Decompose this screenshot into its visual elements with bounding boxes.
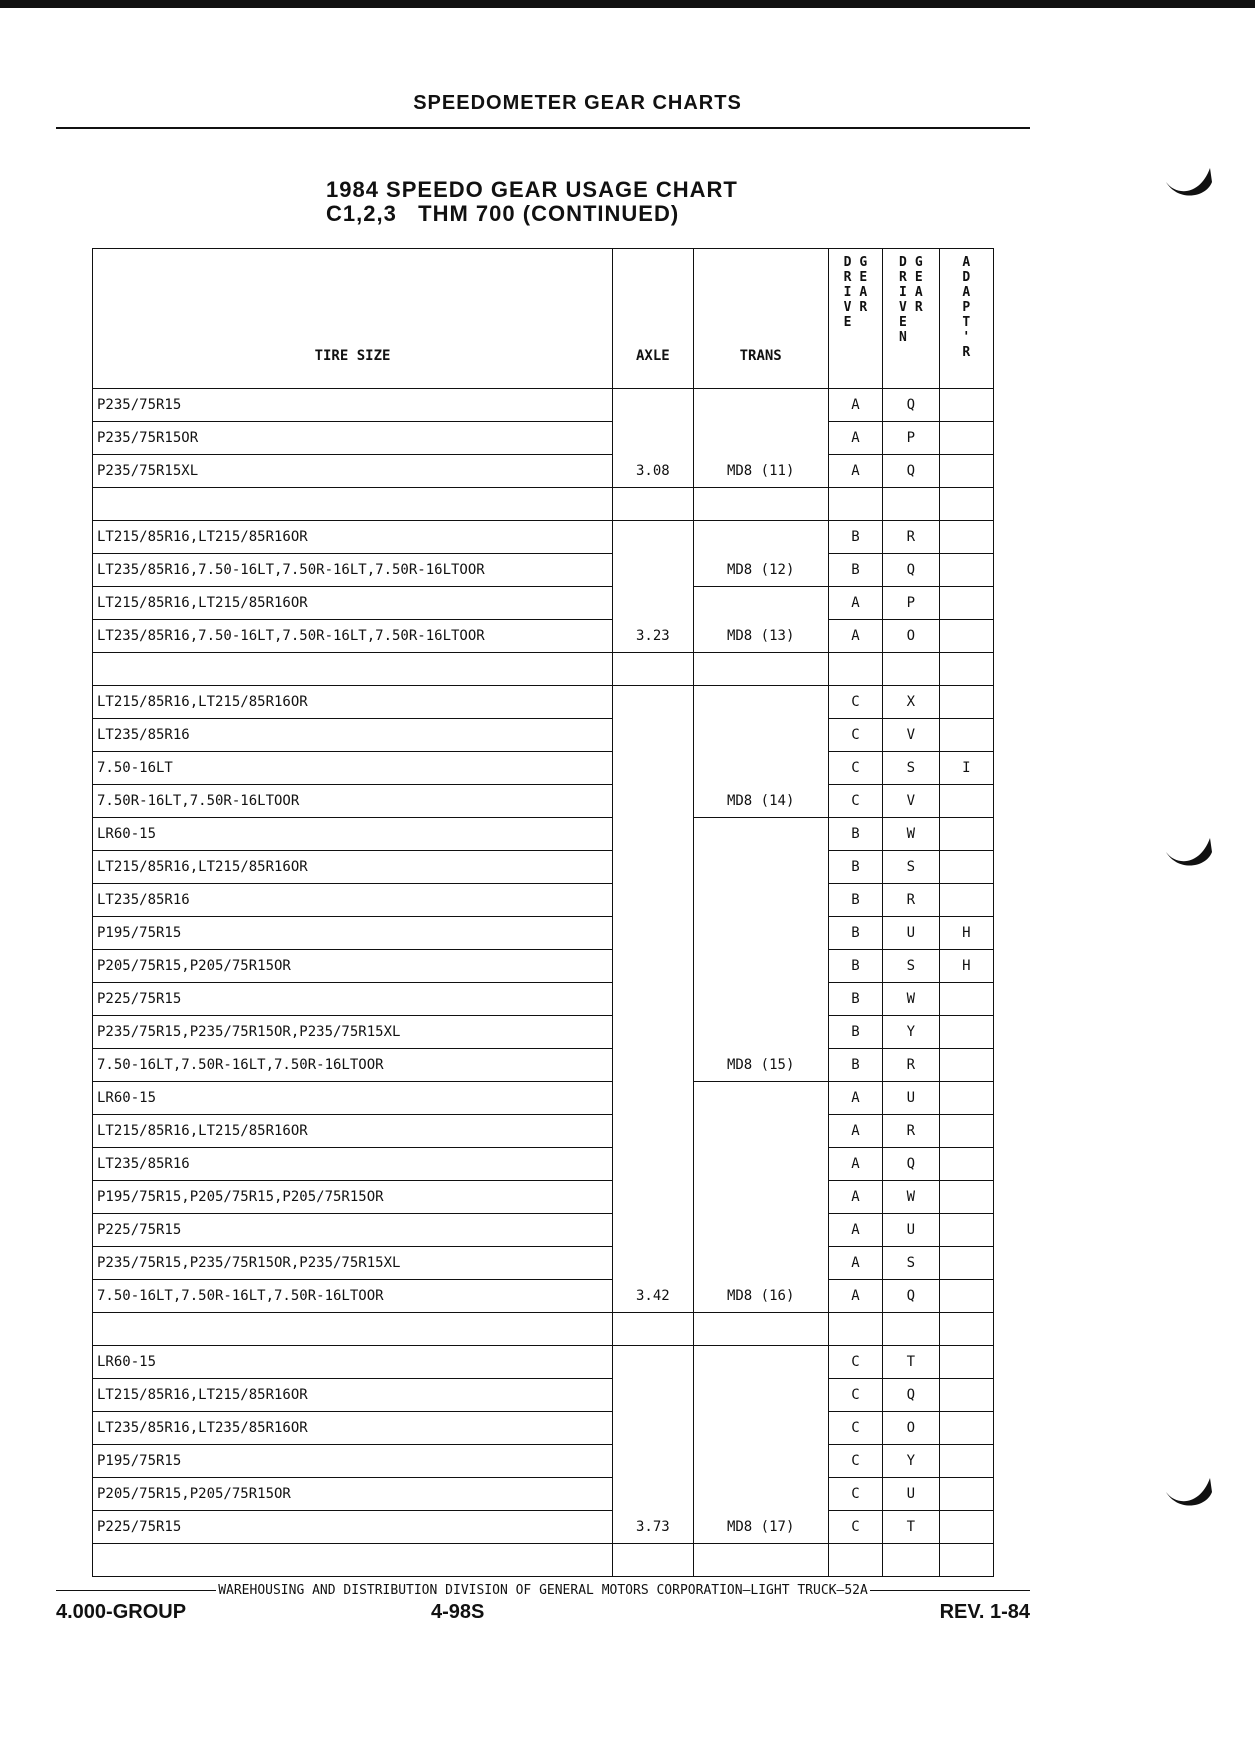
header-adapter [939, 249, 993, 389]
table-row [93, 851, 994, 884]
header-trans: TRANS [693, 249, 828, 389]
vertical-header-word: D R I V E N [899, 255, 907, 345]
drive-gear-cell: A [828, 587, 882, 620]
tire-size-cell: P195/75R15 [93, 1445, 613, 1478]
driven-gear-cell: S [883, 851, 939, 884]
driven-gear-cell: Q [883, 554, 939, 587]
table-row [93, 521, 994, 554]
adapter-cell [939, 1049, 993, 1082]
tire-size-cell: P225/75R15 [93, 983, 613, 1016]
driven-gear-cell: R [883, 1115, 939, 1148]
tire-size-cell: P225/75R15 [93, 1214, 613, 1247]
driven-gear-cell: R [883, 521, 939, 554]
chart-title-line-2: C1,2,3 THM 700 (CONTINUED) [326, 201, 680, 226]
drive-gear-cell: B [828, 818, 882, 851]
footer-group: 4.000-GROUP [56, 1601, 187, 1623]
driven-gear-cell: Q [883, 389, 939, 422]
drive-gear-cell: C [828, 1511, 882, 1544]
table-row [93, 917, 994, 950]
driven-gear-cell: Q [883, 1148, 939, 1181]
driven-gear-cell: W [883, 1181, 939, 1214]
tire-size-cell: LT215/85R16,LT215/85R16OR [93, 587, 613, 620]
vertical-header-word: G E A R [914, 255, 923, 315]
driven-gear-cell: U [883, 1478, 939, 1511]
group-separator-row [93, 1544, 994, 1577]
adapter-cell [939, 1511, 993, 1544]
driven-gear-cell: Y [883, 1445, 939, 1478]
tire-size-cell: LT235/85R16 [93, 884, 613, 917]
driven-gear-cell: T [883, 1511, 939, 1544]
vertical-header-word: D R I V E [843, 255, 852, 330]
tire-size-cell: P195/75R15,P205/75R15,P205/75R15OR [93, 1181, 613, 1214]
adapter-cell [939, 851, 993, 884]
tire-size-cell: P195/75R15 [93, 917, 613, 950]
table-row [93, 1511, 994, 1544]
tire-size-cell: LT215/85R16,LT215/85R16OR [93, 1115, 613, 1148]
driven-gear-cell: U [883, 1214, 939, 1247]
drive-gear-cell: B [828, 521, 882, 554]
header-axle: AXLE [613, 249, 694, 389]
header-tire-size: TIRE SIZE [93, 249, 613, 389]
adapter-cell [939, 983, 993, 1016]
driven-gear-cell: Q [883, 1280, 939, 1313]
axle-ratio-cell: 3.08 [613, 389, 694, 488]
driven-gear-cell: O [883, 1412, 939, 1445]
tire-size-cell: P235/75R15 [93, 389, 613, 422]
driven-gear-cell: O [883, 620, 939, 653]
table-row [93, 389, 994, 422]
adapter-cell [939, 1214, 993, 1247]
tire-size-cell: LR60-15 [93, 1082, 613, 1115]
footer-page-number: 4-98S [431, 1601, 485, 1623]
trans-code-cell: MD8 (16) [693, 1082, 828, 1313]
drive-gear-cell: A [828, 1247, 882, 1280]
driven-gear-cell: Q [883, 1379, 939, 1412]
footer-revision: REV. 1-84 [939, 1601, 1030, 1623]
table-row [93, 983, 994, 1016]
driven-gear-cell: X [883, 686, 939, 719]
driven-gear-cell: R [883, 884, 939, 917]
trans-code-cell: MD8 (11) [693, 389, 828, 488]
trans-code-cell: MD8 (12) [693, 521, 828, 587]
drive-gear-cell: B [828, 1049, 882, 1082]
footer [56, 1601, 1030, 1627]
trans-code-cell: MD8 (17) [693, 1346, 828, 1544]
adapter-cell [939, 554, 993, 587]
drive-gear-cell: B [828, 983, 882, 1016]
adapter-cell [939, 1181, 993, 1214]
tire-size-cell: P225/75R15 [93, 1511, 613, 1544]
table-row [93, 752, 994, 785]
header-drive-gear [828, 249, 882, 389]
drive-gear-cell: A [828, 620, 882, 653]
driven-gear-cell: P [883, 587, 939, 620]
adapter-cell [939, 818, 993, 851]
chart-title [326, 178, 738, 226]
driven-gear-cell: Q [883, 455, 939, 488]
driven-gear-cell: Y [883, 1016, 939, 1049]
table-row [93, 719, 994, 752]
drive-gear-cell: B [828, 554, 882, 587]
group-separator-row [93, 1313, 994, 1346]
table-row [93, 686, 994, 719]
driven-gear-cell: S [883, 752, 939, 785]
tire-size-cell: LT235/85R16,7.50-16LT,7.50R-16LT,7.50R-16LTOOR [93, 554, 613, 587]
table-row [93, 1379, 994, 1412]
section-title: SPEEDOMETER GEAR CHARTS [413, 92, 742, 114]
table-row [93, 1478, 994, 1511]
adapter-cell [939, 719, 993, 752]
drive-gear-cell: A [828, 455, 882, 488]
table-header-row [93, 249, 994, 389]
driven-gear-cell: R [883, 1049, 939, 1082]
table-row [93, 422, 994, 455]
binder-hole-mark [1162, 1470, 1214, 1510]
table-row [93, 950, 994, 983]
drive-gear-cell: A [828, 1214, 882, 1247]
drive-gear-cell: C [828, 785, 882, 818]
driven-gear-cell: P [883, 422, 939, 455]
tire-size-cell: 7.50-16LT [93, 752, 613, 785]
axle-ratio-cell: 3.23 [613, 521, 694, 653]
tire-size-cell: LR60-15 [93, 818, 613, 851]
vertical-header-word: G E A R [859, 255, 868, 315]
driven-gear-cell: S [883, 1247, 939, 1280]
table-row [93, 587, 994, 620]
tire-size-cell: P205/75R15,P205/75R15OR [93, 950, 613, 983]
tire-size-cell: 7.50R-16LT,7.50R-16LTOOR [93, 785, 613, 818]
adapter-cell [939, 521, 993, 554]
drive-gear-cell: A [828, 389, 882, 422]
adapter-cell [939, 884, 993, 917]
adapter-cell [939, 686, 993, 719]
table-row [93, 1346, 994, 1379]
drive-gear-cell: C [828, 1346, 882, 1379]
adapter-cell [939, 1115, 993, 1148]
table-row [93, 554, 994, 587]
table-row [93, 1082, 994, 1115]
trans-code-cell: MD8 (13) [693, 587, 828, 653]
trans-code-cell: MD8 (14) [693, 686, 828, 818]
drive-gear-cell: A [828, 1280, 882, 1313]
table-row [93, 785, 994, 818]
table-row [93, 1181, 994, 1214]
driven-gear-cell: W [883, 818, 939, 851]
table-row [93, 1247, 994, 1280]
table-row [93, 884, 994, 917]
tire-size-cell: 7.50-16LT,7.50R-16LT,7.50R-16LTOOR [93, 1049, 613, 1082]
tire-size-cell: LT215/85R16,LT215/85R16OR [93, 686, 613, 719]
drive-gear-cell: A [828, 422, 882, 455]
adapter-cell: I [939, 752, 993, 785]
binder-hole-mark [1162, 160, 1214, 200]
adapter-cell [939, 389, 993, 422]
drive-gear-cell: C [828, 1478, 882, 1511]
drive-gear-cell: C [828, 1379, 882, 1412]
tire-size-cell: P235/75R15XL [93, 455, 613, 488]
adapter-cell [939, 1379, 993, 1412]
drive-gear-cell: C [828, 719, 882, 752]
driven-gear-cell: V [883, 719, 939, 752]
tire-size-cell: LT235/85R16,7.50-16LT,7.50R-16LT,7.50R-16LTOOR [93, 620, 613, 653]
adapter-cell [939, 1148, 993, 1181]
speedo-gear-table [92, 248, 994, 1577]
adapter-cell: H [939, 950, 993, 983]
vertical-header-word: A D A P T ' R [962, 255, 971, 360]
trans-code-cell: MD8 (15) [693, 818, 828, 1082]
tire-size-cell: LT235/85R16 [93, 1148, 613, 1181]
table-row [93, 1412, 994, 1445]
adapter-cell [939, 422, 993, 455]
table-row [93, 1049, 994, 1082]
adapter-cell [939, 1082, 993, 1115]
adapter-cell [939, 1445, 993, 1478]
table-row [93, 818, 994, 851]
tire-size-cell: P235/75R15OR [93, 422, 613, 455]
tire-size-cell: LT235/85R16 [93, 719, 613, 752]
adapter-cell [939, 1412, 993, 1445]
title-rule [56, 127, 1030, 129]
group-separator-row [93, 488, 994, 521]
binder-hole-mark [1162, 830, 1214, 870]
tire-size-cell: P235/75R15,P235/75R15OR,P235/75R15XL [93, 1247, 613, 1280]
driven-gear-cell: V [883, 785, 939, 818]
drive-gear-cell: B [828, 1016, 882, 1049]
axle-ratio-cell: 3.42 [613, 686, 694, 1313]
driven-gear-cell: S [883, 950, 939, 983]
footer-division-line [56, 1583, 1030, 1598]
adapter-cell [939, 587, 993, 620]
adapter-cell [939, 1280, 993, 1313]
tire-size-cell: P205/75R15,P205/75R15OR [93, 1478, 613, 1511]
table-row [93, 1445, 994, 1478]
drive-gear-cell: C [828, 752, 882, 785]
tire-size-cell: 7.50-16LT,7.50R-16LT,7.50R-16LTOOR [93, 1280, 613, 1313]
drive-gear-cell: A [828, 1181, 882, 1214]
driven-gear-cell: U [883, 917, 939, 950]
driven-gear-cell: W [883, 983, 939, 1016]
tire-size-cell: LR60-15 [93, 1346, 613, 1379]
table-row [93, 620, 994, 653]
adapter-cell: H [939, 917, 993, 950]
table-row [93, 1016, 994, 1049]
drive-gear-cell: C [828, 686, 882, 719]
tire-size-cell: LT215/85R16,LT215/85R16OR [93, 521, 613, 554]
adapter-cell [939, 455, 993, 488]
adapter-cell [939, 1247, 993, 1280]
driven-gear-cell: U [883, 1082, 939, 1115]
drive-gear-cell: B [828, 884, 882, 917]
tire-size-cell: LT215/85R16,LT215/85R16OR [93, 851, 613, 884]
footer-division-text: WAREHOUSING AND DISTRIBUTION DIVISION OF GENERAL MOTORS CORPORATION—LIGHT TRUCK—52A [218, 1583, 868, 1598]
table-row [93, 1115, 994, 1148]
table-row [93, 1280, 994, 1313]
drive-gear-cell: B [828, 917, 882, 950]
drive-gear-cell: B [828, 950, 882, 983]
chart-title-line-1: 1984 SPEEDO GEAR USAGE CHART [326, 177, 738, 202]
axle-ratio-cell: 3.73 [613, 1346, 694, 1544]
adapter-cell [939, 785, 993, 818]
tire-size-cell: LT215/85R16,LT215/85R16OR [93, 1379, 613, 1412]
drive-gear-cell: C [828, 1445, 882, 1478]
tire-size-cell: LT235/85R16,LT235/85R16OR [93, 1412, 613, 1445]
table-row [93, 1214, 994, 1247]
adapter-cell [939, 620, 993, 653]
top-edge-bar [0, 0, 1255, 8]
tire-size-cell: P235/75R15,P235/75R15OR,P235/75R15XL [93, 1016, 613, 1049]
table-row [93, 455, 994, 488]
drive-gear-cell: A [828, 1148, 882, 1181]
adapter-cell [939, 1478, 993, 1511]
driven-gear-cell: T [883, 1346, 939, 1379]
drive-gear-cell: A [828, 1115, 882, 1148]
drive-gear-cell: A [828, 1082, 882, 1115]
adapter-cell [939, 1016, 993, 1049]
drive-gear-cell: B [828, 851, 882, 884]
adapter-cell [939, 1346, 993, 1379]
header-driven-gear [883, 249, 939, 389]
group-separator-row [93, 653, 994, 686]
table-row [93, 1148, 994, 1181]
drive-gear-cell: C [828, 1412, 882, 1445]
